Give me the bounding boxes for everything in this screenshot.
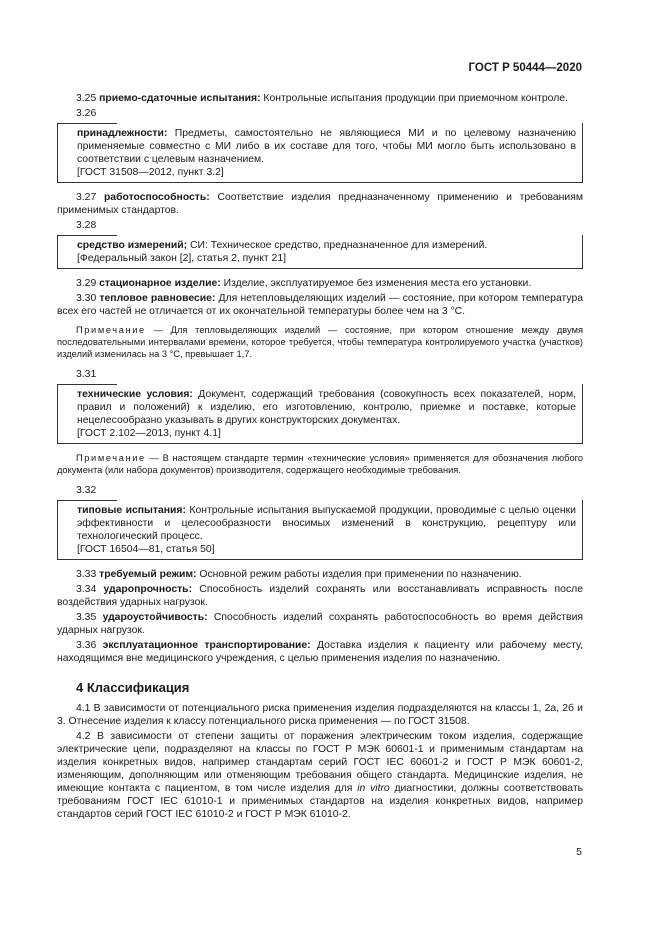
term: работоспособность:: [103, 192, 210, 203]
definition: Контрольные испытания продукции при приемочном контроле.: [260, 93, 568, 104]
clause-3-34: [57, 583, 583, 609]
definition: Основной режим работы изделия при применении по назначению.: [196, 569, 522, 580]
definition: Способность изделий сохранять работоспособность во время действия ударных нагрузок.: [57, 612, 584, 636]
definition: Предметы, самостоятельно не являющиеся МИ и по целевому назначению применяемые совместно с МИ либо в их составе для того, чтобы МИ могло быть использовано в соответствии с целевым назначением.: [77, 128, 576, 165]
clause-number-3-31: 3.31: [76, 369, 97, 380]
term: тепловое равновесие:: [99, 293, 216, 304]
clause-number-3-32: 3.32: [76, 485, 97, 496]
clause-3-33: [57, 568, 583, 581]
term: эксплуатационное транспортирование:: [102, 640, 311, 651]
term: технические условия:: [77, 389, 193, 400]
clause-3-36: [57, 639, 583, 665]
clause-3-30: [57, 292, 583, 318]
page-content: [57, 92, 583, 823]
term: удароустойчивость:: [102, 612, 208, 623]
clause-3-29: [57, 277, 583, 290]
clause-number: 3.34: [76, 584, 97, 595]
definition: Способность изделий сохранять или восстанавливать исправность после воздействия ударных нагрузок.: [57, 584, 583, 608]
term: требуемый режим:: [99, 569, 197, 580]
source-reference: [ГОСТ 31508—2012, пункт 3.2]: [77, 167, 224, 178]
clause-number: 3.30: [76, 293, 97, 304]
source-reference: [ГОСТ 2.102—2013, пункт 4.1]: [77, 428, 221, 439]
definition-text: [77, 388, 576, 427]
page-number: 5: [576, 846, 582, 858]
source-reference: [ГОСТ 16504—81, статья 50]: [77, 544, 215, 555]
definition: Доставка изделия к пациенту или рабочему месту, находящимся вне медицинского учреждения, с целью применения изделия по назначению.: [57, 640, 583, 664]
clause-number: 3.33: [76, 569, 97, 580]
clause-4-2: [57, 730, 583, 821]
clause-number-3-26: 3.26: [76, 108, 97, 119]
term: стационарное изделие:: [99, 278, 221, 289]
note-label: Примечание: [76, 453, 146, 463]
clause-number: 3.25: [76, 93, 97, 104]
note-2: [57, 452, 583, 476]
section-heading: 4 Классификация: [76, 680, 190, 695]
definition: Контрольные испытания выпускаемой продукции, проводимые с целью оценки эффективности и целесообразности вносимых изменений в конструкцию, рецептуру или технологический процесс.: [77, 505, 576, 542]
term: ударопрочность:: [103, 584, 193, 595]
term: средство измерений;: [77, 240, 188, 251]
term: принадлежности:: [77, 128, 168, 139]
clause-4-1: 4.1 В зависимости от потенциального риска применения изделия подразделяются на классы 1, 2а, 2б и 3. Отнесение изделия к классу потенциального риска применения — по ГОСТ 31508.: [57, 703, 583, 727]
term: приемо-сдаточные испытания:: [99, 93, 261, 104]
definition-text: [77, 504, 576, 543]
definition-box-3-28: [57, 235, 583, 269]
clause-number: 3.35: [76, 612, 97, 623]
definition: Для нетепловыделяющих изделий — состояние, при котором температура всех его частей не отличается от их окончательной температуры более чем на 3 °С.: [57, 293, 584, 317]
italic-term: in vitro: [357, 783, 390, 794]
clause-3-35: [57, 611, 583, 637]
note-text: — Для тепловыделяющих изделий — состояние, при котором отношение между двумя последовательными интервалами времени, которое требуется, чтобы температура контролируемого участка (участков) изделий изменилась на 3 °С, превышает 1,7.: [57, 325, 583, 359]
definition-box-3-31: [57, 384, 583, 444]
clause-number: 3.27: [76, 192, 97, 203]
document-code: ГОСТ Р 50444—2020: [468, 62, 582, 74]
term: типовые испытания:: [77, 505, 186, 516]
definition-box-3-32: [57, 500, 583, 560]
clause-text: 4.2 В зависимости от степени защиты от поражения электрическим током изделия, содержащие электрические цепи, подразделяют на классы по ГОСТ Р МЭК 60601-1 и применимым стандартам на изделия конкретных видов, например стандартам серий ГОСТ IEC 60601-2 и ГОСТ Р МЭК 60601-2, изменяющим, дополняющим или отменяющим требования общего стандарта. Медицинские изделия, не имеющие контакта с пациентом, в том числе изделия для: [57, 731, 583, 794]
note-text: — В настоящем стандарте термин «технические условия» применяется для обозначения любого документа (или набора документов) производителя, содержащего необходимые требования.: [57, 453, 583, 475]
note-1: [57, 324, 583, 360]
clause-text: диагностики, должны соответствовать требованиям ГОСТ IEC 61010-1 и применимых стандартов на изделия конкретных видов, например стандартов серий ГОСТ IEC 61010-2 и ГОСТ Р МЭК 61010-2.: [57, 783, 583, 820]
definition-text: [77, 239, 576, 252]
clause-number-3-28: 3.28: [76, 220, 97, 231]
clause-number: 3.29: [76, 278, 97, 289]
definition: Соответствие изделия предназначенному применению и требованиям применимых стандартов.: [57, 192, 583, 216]
definition-box-3-26: [57, 123, 583, 183]
definition: Документ, содержащий требования (совокупность всех показателей, норм, правил и положений) к изделию, его изготовлению, контролю, приемке и поставке, которые нецелесообразно указывать в других конструкторских документах.: [77, 389, 576, 426]
definition-text: [77, 127, 576, 166]
clause-3-25: [57, 92, 583, 105]
note-label: Примечание: [76, 325, 146, 335]
source-reference: [Федеральный закон [2], статья 2, пункт 21]: [77, 253, 286, 264]
clause-3-27: [57, 191, 583, 217]
definition: СИ: Техническое средство, предназначенное для измерений.: [187, 240, 488, 251]
clause-number: 3.36: [76, 640, 97, 651]
definition: Изделие, эксплуатируемое без изменения места его установки.: [220, 278, 532, 289]
